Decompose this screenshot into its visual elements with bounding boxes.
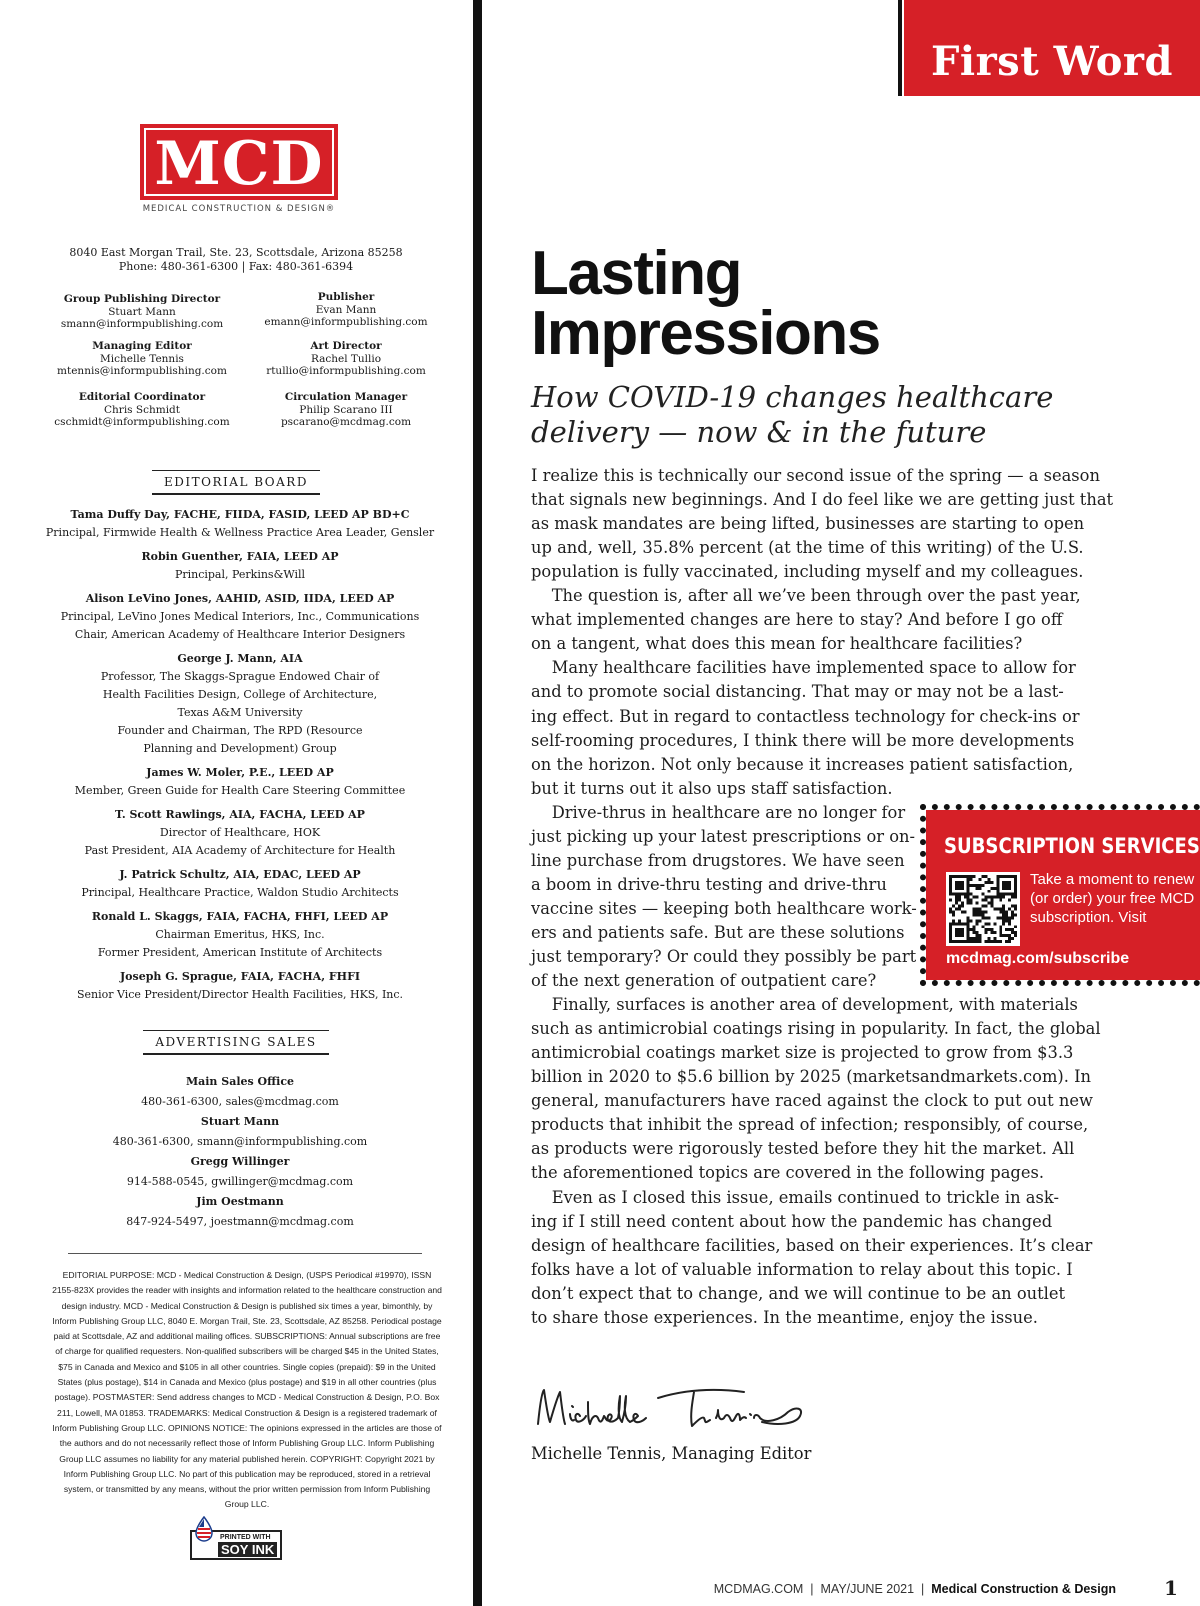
page-number: 1 [1164,1576,1178,1600]
staff-name: Rachel Tullio [310,352,382,365]
staff-email[interactable]: rtullio@informpublishing.com [266,365,426,377]
staff-email[interactable]: cschmidt@informpublishing.com [54,416,230,428]
staff-role: Group Publishing Director [63,293,221,305]
signoff-name: Michelle Tennis, Managing Editor [531,1444,812,1463]
staff-circulation-manager [236,391,456,429]
body-line: as products were rigorously tested before they hit the market. All [531,1139,1075,1159]
sales-contact: Stuart Mann 480-361-6300, smann@informpublishing.com [112,1115,368,1148]
staff-role: Editorial Coordinator [78,391,206,403]
body-line: on a tangent, what does this mean for healthcare facilities? [531,634,1023,654]
soy-ink-label: PRINTED WITH SOY INK [190,1530,282,1560]
staff-name: Philip Scarano III [299,403,393,416]
article-dek: How COVID-19 changes healthcare delivery — now & in the future [531,380,1054,449]
subscription-text: Take a moment to renew (or order) your free MCD subscription. Visit [1030,871,1195,926]
advertising-sales-list [40,1072,440,1232]
board-member: T. Scott Rawlings, AIA, FACHA, LEED AP Director of Healthcare, HOK Past President, AIA Academy of Architecture for Health [84,808,396,857]
body-line: antimicrobial coatings market size is projected to grow from $3.3 [531,1043,1074,1063]
staff-role: Publisher [317,291,375,303]
board-member: Alison LeVino Jones, AAHID, ASID, IIDA, LEED AP Principal, LeVino Jones Medical Interiors, Inc., Communications Chair, American Academy of Healthcare Interior Designers [60,592,420,641]
banner-rule [898,0,902,96]
board-member: J. Patrick Schultz, AIA, EDAC, LEED AP Principal, Healthcare Practice, Waldon Studio Architects [81,868,399,899]
publisher-phone: Phone: 480-361-6300 | Fax: 480-361-6394 [118,260,354,273]
qr-code-icon[interactable] [946,872,1020,946]
board-member: Joseph G. Sprague, FAIA, FACHA, FHFI Senior Vice President/Director Health Facilities, HKS, Inc. [76,970,404,1001]
staff-editorial-coordinator [32,391,252,429]
footer-site[interactable]: MCDMAG.COM [713,1582,804,1596]
staff-email[interactable]: pscarano@mcdmag.com [280,416,412,428]
body-line: such as antimicrobial coatings rising in popularity. In fact, the global [531,1019,1101,1039]
body-line: self-rooming procedures, I think there will be more developments [531,730,1075,750]
body-line: just temporary? Or could they possibly be part [531,947,917,966]
subscription-link[interactable]: mcdmag.com/subscribe [946,950,1130,967]
body-line: billion in 2020 to $5.6 billion by 2025 (marketsandmarkets.com). In [531,1067,1092,1087]
body-line: Even as I closed this issue, emails continued to trickle in ask- [531,1187,1059,1207]
soy-ink-badge [190,1522,286,1564]
body-line: folks have a lot of valuable information to relay about this topic. I [531,1259,1073,1279]
staff-email[interactable]: emann@informpublishing.com [264,316,428,328]
body-line: but it turns out it also ups staff satisfaction. [531,778,893,798]
body-line: ing if I still need content about how the pandemic has changed [531,1211,1053,1231]
editorial-board-heading: EDITORIAL BOARD [0,470,472,495]
article-headline: Lasting Impressions [531,239,880,368]
body-line: ers and patients safe. But are these solutions [531,922,905,942]
sales-contact: Main Sales Office 480-361-6300, sales@mcdmag.com [141,1075,339,1108]
staff-publisher [236,291,456,329]
logo-box [140,124,338,200]
body-line: up and, well, 35.8% percent (at the time of this writing) of the U.S. [531,538,1084,558]
body-line: design of healthcare facilities, based on their experiences. It’s clear [531,1235,1093,1255]
section-banner [904,0,1200,96]
subscription-panel [926,810,1200,980]
staff-role: Art Director [310,340,382,352]
footer-separator: | [806,1582,818,1596]
body-line: a boom in drive-thru testing and drive-thru [531,874,887,894]
signature-image [534,1374,814,1444]
body-line: of the next generation of outpatient care? [531,971,877,991]
body-line: vaccine sites — keeping both healthcare work- [531,898,917,918]
fine-print-divider [68,1253,422,1254]
board-member: Tama Duffy Day, FACHE, FIIDA, FASID, LEED AP BD+C Principal, Firmwide Health & Wellness Practice Area Leader, Gensler [45,508,435,539]
footer-issue: MAY/JUNE 2021 [820,1582,915,1596]
flag-drop-icon [194,1516,214,1542]
board-member: Robin Guenther, FAIA, LEED AP Principal, Perkins&Will [141,550,339,581]
footer-title: Medical Construction & Design [931,1582,1116,1596]
staff-group-publishing-director [32,293,252,331]
body-line: products that inhibit the spread of infection; responsibly, of course, [531,1115,1089,1135]
body-line: on the horizon. Not only because it increases patient satisfaction, [531,754,1074,774]
staff-email[interactable]: smann@informpublishing.com [60,318,224,330]
body-line: line purchase from drugstores. We have seen [531,850,905,870]
body-line: as mask mandates are being lifted, businesses are starting to open [531,514,1085,534]
logo-letters: MCD [154,129,324,199]
sales-contact: Jim Oestmann 847-924-5497, joestmann@mcdmag.com [126,1195,354,1228]
mcd-logo [140,124,338,220]
body-line: Finally, surfaces is another area of development, with materials [531,995,1078,1015]
staff-role: Managing Editor [92,340,192,352]
body-line: what implemented changes are here to stay? And before I go off [531,610,1063,630]
subscription-box[interactable] [920,804,1200,986]
board-member: George J. Mann, AIA Professor, The Skaggs-Sprague Endowed Chair of Health Facilities Design, College of Architecture, Texas A&M University Founder and Chairman, The RPD (Resource Planning and Development) Group [100,652,380,755]
body-line: to share those experiences. In the meantime, enjoy the issue. [531,1307,1038,1327]
footer-separator: | [917,1582,928,1596]
body-line: don’t expect that to change, and we will continue to be an outlet [531,1283,1066,1303]
staff-managing-editor [32,340,252,378]
staff-name: Michelle Tennis [100,352,184,365]
subscription-title: SUBSCRIPTION SERVICES [944,834,1200,858]
publisher-address: 8040 East Morgan Trail, Ste. 23, Scottsdale, Arizona 85258 [69,246,403,259]
column-divider [473,0,482,1606]
staff-name: Evan Mann [315,303,377,316]
body-line: general, manufacturers have raced against the clock to put out new [531,1091,1093,1111]
sales-contact: Gregg Willinger 914-588-0545, gwillinger@mcdmag.com [126,1155,354,1188]
body-line: Drive-thrus in healthcare are no longer for [531,802,906,822]
body-line: The question is, after all we’ve been through over the past year, [531,586,1081,606]
body-line: Many healthcare facilities have implemented space to allow for [531,658,1076,678]
masthead-column [0,0,472,1606]
body-line: the aforementioned topics are covered in the following pages. [531,1163,1045,1183]
body-line: ing effect. But in regard to contactless technology for check-ins or [531,706,1080,726]
staff-art-director [236,340,456,378]
staff-name: Stuart Mann [108,305,176,318]
staff-role: Circulation Manager [284,391,408,403]
body-line: and to promote social distancing. That may or may not be a last- [531,682,1064,702]
body-line: I realize this is technically our second issue of the spring — a season [531,466,1100,485]
editorial-board-list [40,506,440,1010]
body-line: population is fully vaccinated, including myself and my colleagues. [531,562,1084,582]
body-line: that signals new beginnings. And I do feel like we are getting just that [531,490,1114,510]
board-member: James W. Moler, P.E., LEED AP Member, Green Guide for Health Care Steering Committee [74,766,406,797]
board-member: Ronald L. Skaggs, FAIA, FACHA, FHFI, LEED AP Chairman Emeritus, HKS, Inc. Former President, American Institute of Architects [91,910,389,959]
body-line: just picking up your latest prescriptions or on- [531,826,916,846]
staff-email[interactable]: mtennis@informpublishing.com [57,365,227,377]
page-footer [714,1582,1116,1596]
fine-print: EDITORIAL PURPOSE: MCD - Medical Construction & Design, (USPS Periodical #19970), ISSN 2155-823X provides the reader with insights and information related to the healthcare construction and design industry. MCD - Medical Construction & Design is published six times a year, bimonthly, by Inform Publishing Group LLC, 8040 E. Morgan Trail, Ste. 23, Scottsdale, AZ 85258. Periodical postage paid at Scottsdale, AZ and additional mailing offices. SUBSCRIPTIONS: Annual subscriptions are free of charge for qualified requesters. Non-qualified subscribers will be charged $45 in the United States, $75 in Canada and Mexico and $105 in all other countries. Single copies (prepaid): $9 in the United States (plus postage), $14 in Canada and Mexico (plus postage) and $19 in all other countries (plus postage). POSTMASTER: Send address changes to MCD - Medical Construction & Design, P.O. Box 211, Lowell, MA 01853. TRADEMARKS: Medical Construction & Design is a registered trademark of Inform Publishing Group LLC. OPINIONS NOTICE: The opinions expressed in the articles are those of the authors and do not necessarily reflect those of Inform Publishing Group LLC. Inform Publishing Group LLC assumes no liability for any material published herein. COPYRIGHT: Copyright 2021 by Inform Publishing Group LLC. No part of this publication may be reproduced, stored in a retrieval system, or transmitted by any means, without the prior written permission from Inform Publishing Group LLC. [52,1270,442,1510]
advertising-sales-heading: ADVERTISING SALES [0,1030,472,1055]
logo-tagline: MEDICAL CONSTRUCTION & DESIGN® [142,204,336,214]
section-title: First Word [931,38,1173,85]
staff-name: Chris Schmidt [104,403,180,416]
